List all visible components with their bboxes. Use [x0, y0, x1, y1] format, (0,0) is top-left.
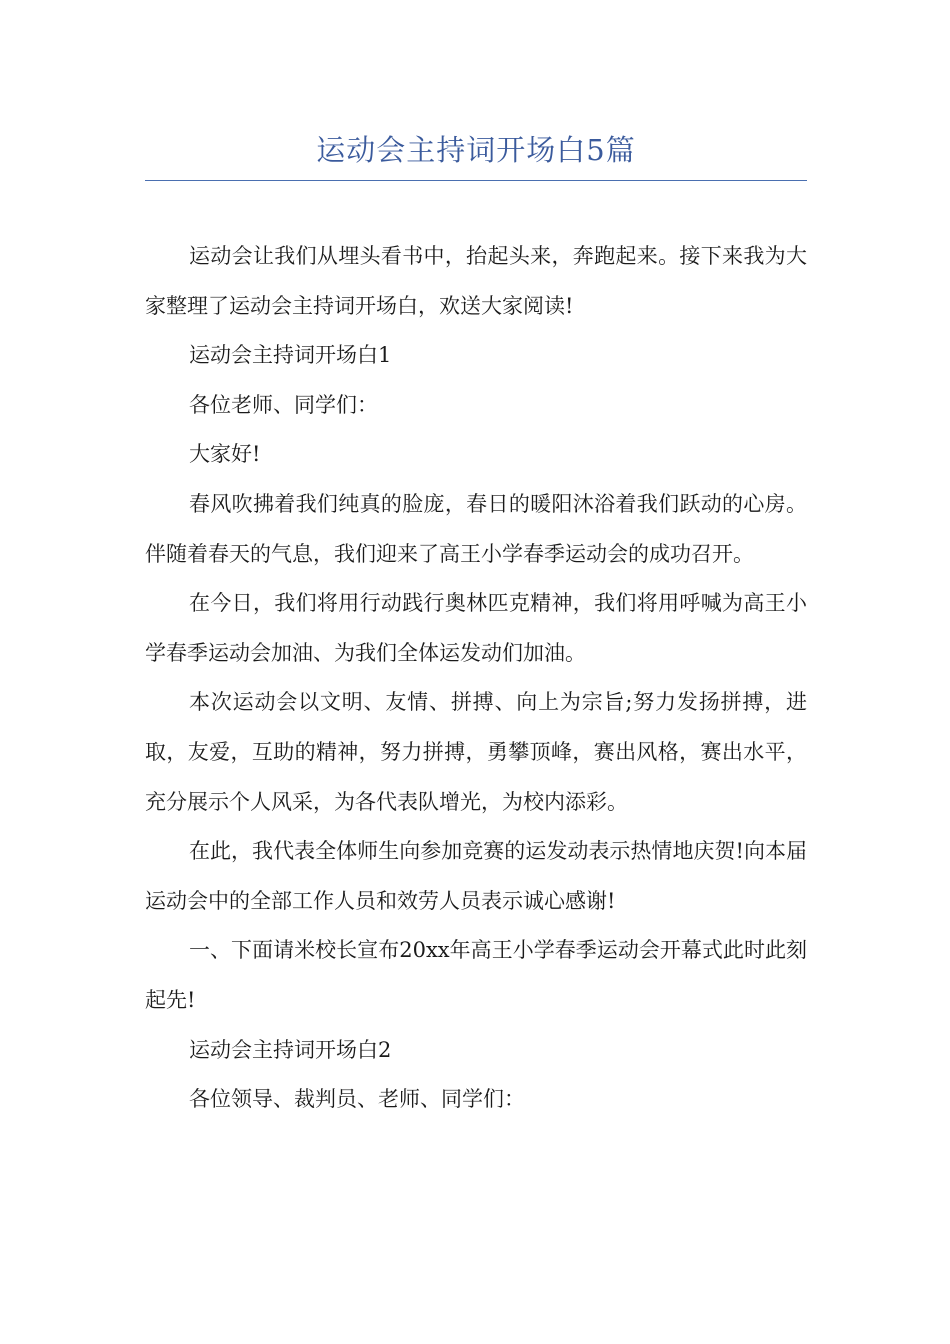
section-heading-1: 运动会主持词开场白1: [189, 343, 392, 368]
document-title: 运动会主持词开场白5篇: [316, 133, 636, 167]
body-paragraph: 在此，我代表全体师生向参加竞赛的运发动表示热情地庆贺!向本届运动会中的全部工作人员和效劳人员表示诚心感谢!: [145, 839, 807, 913]
document-body: [145, 232, 807, 1125]
body-paragraph: 春风吹拂着我们纯真的脸庞，春日的暖阳沐浴着我们跃动的心房。伴随着春天的气息，我们迎来了高王小学春季运动会的成功召开。: [145, 491, 807, 566]
body-paragraph: 本次运动会以文明、友情、拼搏、向上为宗旨;努力发扬拼搏，进取，友爱，互助的精神，努力拼搏，勇攀顶峰，赛出风格，赛出水平，充分展示个人风采，为各代表队增光，为校内添彩。: [145, 690, 807, 814]
salutation-paragraph: 各位老师、同学们：: [189, 392, 378, 417]
body-paragraph: 在今日，我们将用行动践行奥林匹克精神，我们将用呼喊为高王小学春季运动会加油、为我们全体运发动们加油。: [145, 591, 807, 665]
body-paragraph: 一、下面请米校长宣布20xx年高王小学春季运动会开幕式此时此刻起先!: [145, 938, 807, 1012]
salutation-paragraph: 各位领导、裁判员、老师、同学们：: [189, 1087, 525, 1112]
title-underline: [145, 180, 807, 181]
section-heading-2: 运动会主持词开场白2: [189, 1037, 392, 1062]
greeting-paragraph: 大家好!: [189, 442, 261, 467]
intro-paragraph: 运动会让我们从埋头看书中，抬起头来，奔跑起来。接下来我为大家整理了运动会主持词开场白，欢送大家阅读!: [145, 244, 807, 318]
